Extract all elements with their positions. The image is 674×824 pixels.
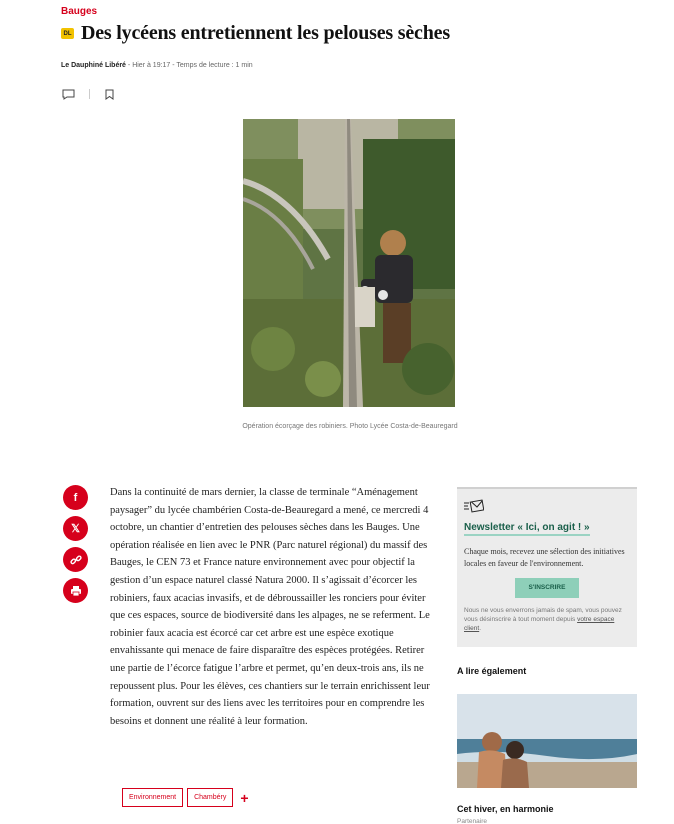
also-read-item-sub: Partenaire	[457, 818, 487, 824]
tag-environnement[interactable]: Environnement	[122, 788, 183, 807]
newsletter-subscribe-button[interactable]: S'INSCRIRE	[515, 578, 579, 598]
newsletter-description: Chaque mois, recevez une sélection des initiatives locales en faveur de l'environnement.	[464, 547, 625, 568]
article-actions	[61, 88, 116, 100]
copy-link-button[interactable]	[63, 547, 88, 572]
add-tag-button[interactable]: +	[240, 789, 249, 806]
byline-meta: - Hier à 19:17 - Temps de lecture : 1 min	[125, 62, 253, 69]
dl-logo-badge: DL	[61, 28, 74, 39]
image-caption: Opération écorçage des robiniers. Photo Lycée Costa-de-Beauregard	[242, 423, 458, 430]
byline	[61, 62, 253, 69]
print-icon	[70, 585, 82, 597]
customer-area-link[interactable]: votre espace client	[464, 616, 615, 632]
newsletter-note	[464, 606, 630, 633]
article-photo-illustration	[243, 119, 455, 407]
link-icon	[70, 554, 82, 566]
newsletter-note-end: .	[479, 625, 481, 632]
article-body: Dans la continuité de mars dernier, la classe de terminale “Aménagement paysager” du lycée chambérien Costa-de-Beauregard a mené, ce mercredi 4 octobre, un chantier d’entretien des pelouses sèches dans les Bauges. Une opération réalisée en lien avec le PNR (Parc naturel régional) du massif des Bauges, le CEN 73 et France nature environnement avec pour objectif la gestion d’un espace naturel classé Natura 2000. Il s’agissait d’écorcer les robiniers, faux acacias invasifs, et de débroussailler les ronciers pour éviter que ces espaces, source de biodiversité dans les alpages, ne se referment. Le robinier faux acacia est écorcé car cet arbre est une espèce exotique envahissante qui menace de faire disparaître des espèces protégées. Retirer une partie de l’écorce fatigue l’arbre et permet, qu’en deux-trois ans, ils ne repoussent plus. Pour les élèves, ces chantiers sur le terrain enrichissent leur formation, ouvrent sur des liens avec les territoires pour en comprendre les besoins et donnent une réalité à leur formation.	[110, 487, 430, 727]
also-read-image[interactable]	[457, 694, 637, 788]
share-x-button[interactable]	[63, 516, 88, 541]
print-button[interactable]	[63, 578, 88, 603]
article-photo	[243, 119, 455, 407]
newsletter-title: Newsletter « Ici, on agit ! »	[464, 522, 590, 536]
comment-icon[interactable]	[61, 88, 75, 100]
also-read-item-title[interactable]: Cet hiver, en harmonie	[457, 804, 554, 814]
x-icon: 𝕏	[71, 523, 80, 535]
share-bar	[63, 485, 88, 609]
page-title: Des lycéens entretiennent les pelouses sèches	[81, 22, 450, 44]
newsletter-envelope-icon	[464, 499, 484, 513]
byline-source: Le Dauphiné Libéré	[61, 62, 126, 69]
facebook-icon: f	[73, 491, 78, 504]
tag-list	[122, 788, 249, 807]
also-read-beach-illustration	[457, 694, 637, 788]
newsletter-box	[457, 487, 637, 647]
title-row	[61, 22, 450, 45]
section-tag[interactable]: Bauges	[61, 6, 98, 17]
tag-chambery[interactable]: Chambéry	[187, 788, 233, 807]
bookmark-icon[interactable]	[102, 88, 116, 100]
actions-divider	[89, 89, 90, 99]
share-facebook-button[interactable]	[63, 485, 88, 510]
newsletter-note-text: Nous ne vous enverrons jamais de spam, vous pouvez vous désinscrire à tout moment depuis	[464, 607, 622, 623]
also-read-heading: A lire également	[457, 666, 527, 676]
